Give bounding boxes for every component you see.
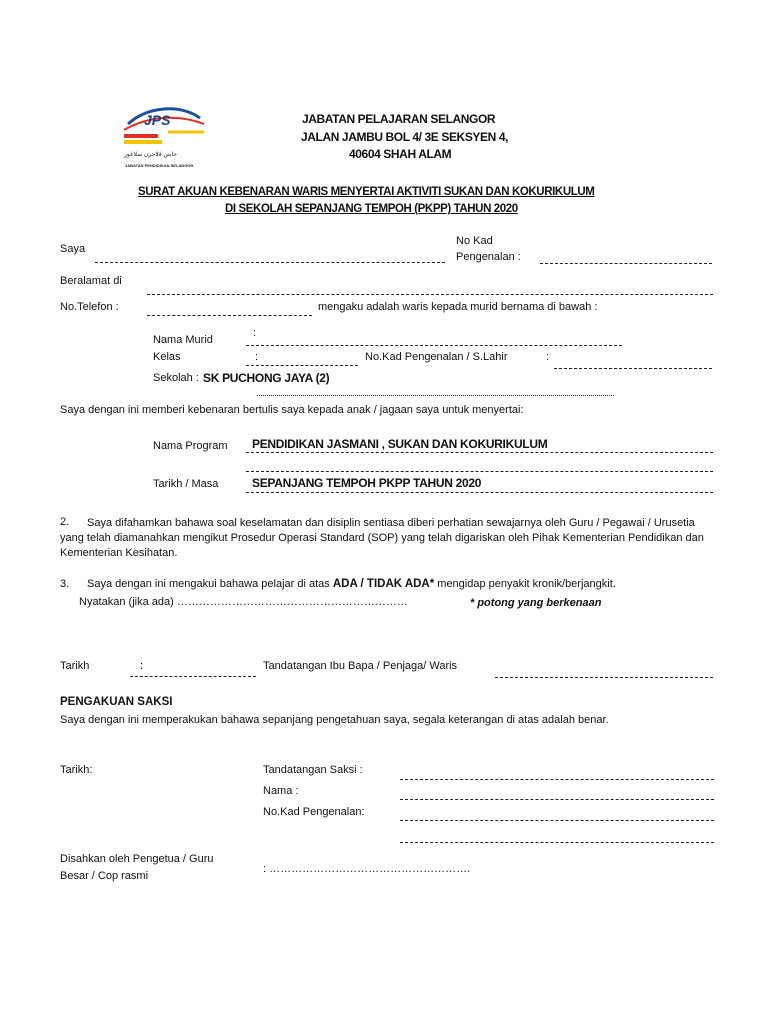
parent-sign-field[interactable] [495,677,713,678]
logo-brand: JPS [144,112,171,128]
witness-text: Saya dengan ini memperakukan bahawa sepanjang pengetahuan saya, segala keterangan di atas adalah benar. [60,714,609,726]
form-title-line2: DI SEKOLAH SEPANJANG TEMPOH (PKPP) TAHUN 2020 [225,203,518,215]
student-name-field[interactable] [246,345,622,346]
witness-date-label: Tarikh: [60,764,93,776]
date-time-field[interactable] [246,492,713,493]
date-time-label: Tarikh / Masa [153,478,219,490]
clause2-text [60,516,720,561]
approve-field[interactable]: : ………………………………………………. [263,863,471,875]
parent-sign-label: Tandatangan Ibu Bapa / Penjaga/ Waris [263,660,458,672]
signing-date-colon: : [140,660,144,672]
student-name-label: Nama Murid [153,334,213,346]
program-field-line1[interactable] [246,452,713,453]
approve-label-line2: Besar / Cop rasmi [60,870,149,882]
permission-text: Saya dengan ini memberi kebenaran bertulis saya kepada anak / jagaan saya untuk menyertai: [60,404,524,416]
class-label: Kelas [153,351,181,363]
student-ic-colon: : [546,351,550,363]
school-value: SK PUCHONG JAYA (2) [203,371,330,385]
class-colon: : [255,351,259,363]
student-ic-field[interactable] [554,368,712,369]
program-value: PENDIDIKAN JASMANI , SUKAN DAN KOKURIKULUM [252,437,548,451]
witness-name-label: Nama : [263,785,299,797]
address-field[interactable] [147,294,713,295]
jps-logo [118,100,208,172]
school-label: Sekolah : [153,372,199,384]
clause3-number: 3. [60,578,70,590]
header-line1: JABATAN PELAJARAN SELANGOR [302,112,496,126]
date-time-value: SEPANJANG TEMPOH PKPP TAHUN 2020 [252,476,482,490]
declare-text: mengaku adalah waris kepada murid bernama di bawah : [318,301,598,313]
clause3-options[interactable]: ADA / TIDAK ADA* [332,578,435,590]
logo-caption: JABATAN PENDIDIKAN SELANGOR [125,163,194,168]
ic-label-line1: No Kad [456,235,493,247]
student-ic-label: No.Kad Pengenalan / S.Lahir [365,351,508,363]
header-line2: JALAN JAMBU BOL 4/ 3E SEKSYEN 4, [301,130,509,144]
witness-ic-field[interactable] [400,820,714,821]
witness-name-field[interactable] [400,799,714,800]
witness-heading: PENGAKUAN SAKSI [60,696,173,708]
witness-sign-field[interactable] [400,779,714,780]
clause3-note: * potong yang berkenaan [470,597,602,609]
witness-sign-label: Tandatangan Saksi : [263,764,363,776]
signing-date-field[interactable] [130,676,256,677]
witness-ic-label: No.Kad Pengenalan: [263,806,365,818]
phone-label: No.Telefon : [60,301,119,313]
clause3-text-before: Saya dengan ini mengakui bahawa pelajar di atas [87,578,333,590]
address-label: Beralamat di [60,275,122,287]
ic-label-line2: Pengenalan : [456,251,521,263]
program-label: Nama Program [153,440,228,452]
witness-extra-field[interactable] [400,842,714,843]
clause2-number: 2. [60,516,70,528]
school-dotted-line [257,395,614,396]
approve-label-line1: Disahkan oleh Pengetua / Guru [60,853,214,865]
header-line3: 40604 SHAH ALAM [349,147,452,161]
class-field[interactable] [246,365,358,366]
saya-label: Saya [60,243,86,255]
logo-jawi: جابتن ڤلاجرن سلاڠور [124,152,177,158]
saya-field[interactable] [95,262,445,263]
phone-field[interactable] [147,315,312,316]
program-field-line2[interactable] [246,471,713,472]
form-title-line1: SURAT AKUAN KEBENARAN WARIS MENYERTAI AKTIVITI SUKAN DAN KOKURIKULUM [138,186,595,198]
clause3-state-field[interactable]: Nyatakan (jika ada) ……………………………………………………… [79,596,408,608]
clause2-body: Saya difahamkan bahawa soal keselamatan dan disiplin sentiasa diberi perhatian sewajarnya oleh Guru / Pegawai / Urusetia yang telah diamanahkan mengikut Prosedur Operasi Standard (SOP) yang telah digariskan oleh Pihak Kementerian Pendidikan dan Kementerian Kesihatan. [60,517,704,559]
clause3-text [87,578,616,590]
student-name-colon: : [253,327,257,339]
clause3-text-after: mengidap penyakit kronik/berjangkit. [434,578,616,590]
guardian-ic-field[interactable] [540,263,712,264]
signing-date-label: Tarikh [60,660,90,672]
